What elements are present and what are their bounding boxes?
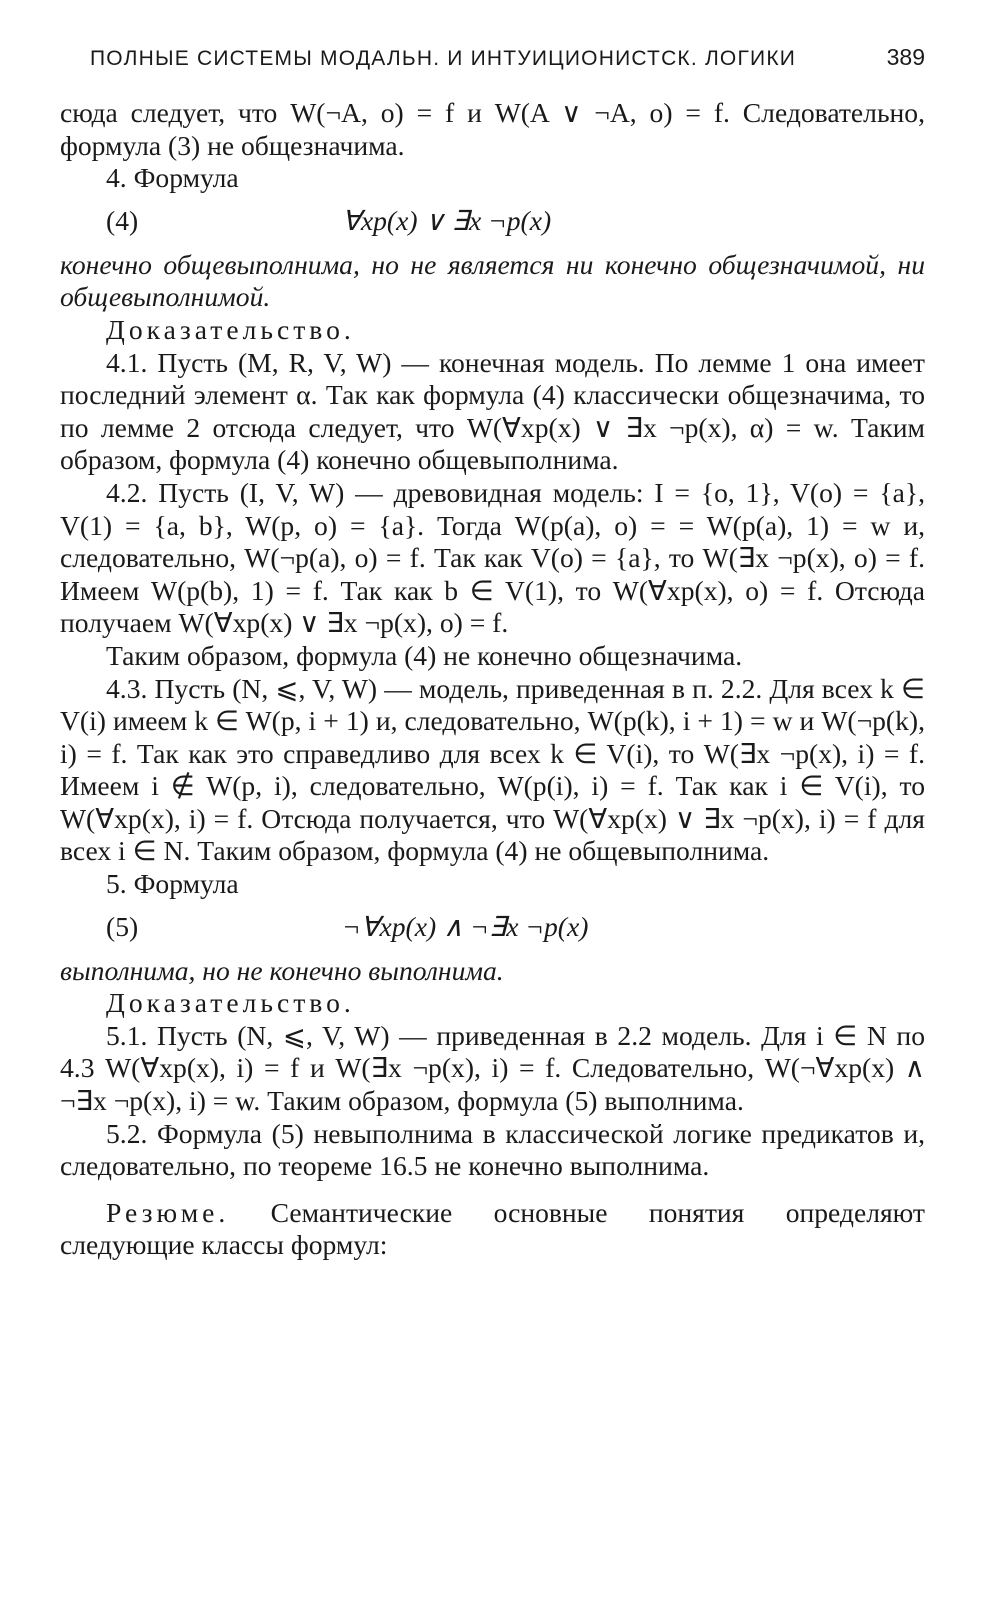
formula-5-number: (5) bbox=[106, 910, 139, 942]
formula-5 bbox=[60, 903, 925, 951]
paragraph-4-2-conclusion: Таким образом, формула (4) не конечно общезначима. bbox=[106, 639, 743, 671]
section-5-claim: выполнима, но не конечно выполнима. bbox=[60, 954, 504, 986]
section-4-claim: конечно общевыполнима, но не является ни конечно общезначимой, ни общевыполнимой. bbox=[60, 248, 925, 313]
paragraph-4-3: 4.3. Пусть (N, ⩽, V, W) — модель, приведенная в п. 2.2. Для всех k ∈ V(i) имеем k ∈ W(p, i + 1) и, следовательно, W(p(k), i + 1) = w и W(¬p(k), i) = f. Так как это справедливо для всех k ∈ V(i), то W(∃x ¬p(x), i) = f. Имеем i ∉ W(p, i), следовательно, W(p(i), i) = f. Так как i ∈ V(i), то W(∀xp(x), i) = f. Отсюда получается, что W(∀xp(x) ∨ ∃x ¬p(x), i) = f для всех i ∈ N. Таким образом, формула (4) не общевыполнима. bbox=[60, 672, 925, 867]
proof-label-4: Доказательство. bbox=[106, 313, 355, 345]
formula-4-number: (4) bbox=[106, 204, 139, 236]
formula-5-expression: ¬∀xp(x) ∧ ¬∃x ¬p(x) bbox=[342, 910, 589, 942]
formula-4 bbox=[60, 197, 925, 245]
spacer bbox=[60, 1183, 925, 1197]
running-head bbox=[90, 44, 925, 71]
resume-label: Резюме. bbox=[106, 1196, 230, 1228]
paragraph-continuation: сюда следует, что W(¬A, o) = f и W(A ∨ ¬A, o) = f. Следовательно, формула (3) не общезначима. bbox=[60, 97, 925, 161]
section-4-intro: 4. Формула bbox=[106, 162, 239, 194]
formula-4-expression: ∀xp(x) ∨ ∃x ¬p(x) bbox=[342, 204, 552, 236]
proof-label-5: Доказательство. bbox=[106, 987, 355, 1019]
paragraph-4-2: 4.2. Пусть (I, V, W) — древовидная модель: I = {o, 1}, V(o) = {a}, V(1) = {a, b}, W(p, o) = {a}. Тогда W(p(a), o) = = W(p(a), 1) = w и, следовательно, W(¬p(a), o) = f. Так как V(o) = {a}, то W(∃x ¬p(x), o) = f. Имеем W(p(b), 1) = f. Так как b ∈ V(1), то W(∀xp(x), o) = f. Отсюда получаем W(∀xp(x) ∨ ∃x ¬p(x), o) = f. bbox=[60, 476, 925, 639]
section-5-intro: 5. Формула bbox=[106, 868, 239, 900]
paragraph-5-1: 5.1. Пусть (N, ⩽, V, W) — приведенная в 2.2 модель. Для i ∈ N по 4.3 W(∀xp(x), i) = f и W(∃x ¬p(x), i) = f. Следовательно, W(¬∀xp(x) ∧ ¬∃x ¬p(x), i) = w. Таким образом, формула (5) выполнима. bbox=[60, 1019, 925, 1117]
resume-paragraph bbox=[60, 1197, 925, 1262]
paragraph-5-2: 5.2. Формула (5) невыполнима в классической логике предикатов и, следовательно, по теореме 16.5 не конечно выполнима. bbox=[60, 1117, 925, 1182]
running-head-title: ПОЛНЫЕ СИСТЕМЫ МОДАЛЬН. И ИНТУИЦИОНИСТСК. ЛОГИКИ bbox=[90, 47, 797, 70]
page-number: 389 bbox=[886, 44, 925, 70]
paragraph-4-1: 4.1. Пусть (M, R, V, W) — конечная модель. По лемме 1 она имеет последний элемент α. Так как формула (4) классически общезначима, то по лемме 2 отсюда следует, что W(∀xp(x) ∨ ∃x ¬p(x), α) = w. Таким образом, формула (4) конечно общевыполнима. bbox=[60, 346, 925, 476]
page-body bbox=[60, 97, 925, 1262]
resume-text: Семантические основные понятия определяют следующие классы формул: bbox=[60, 1196, 925, 1261]
